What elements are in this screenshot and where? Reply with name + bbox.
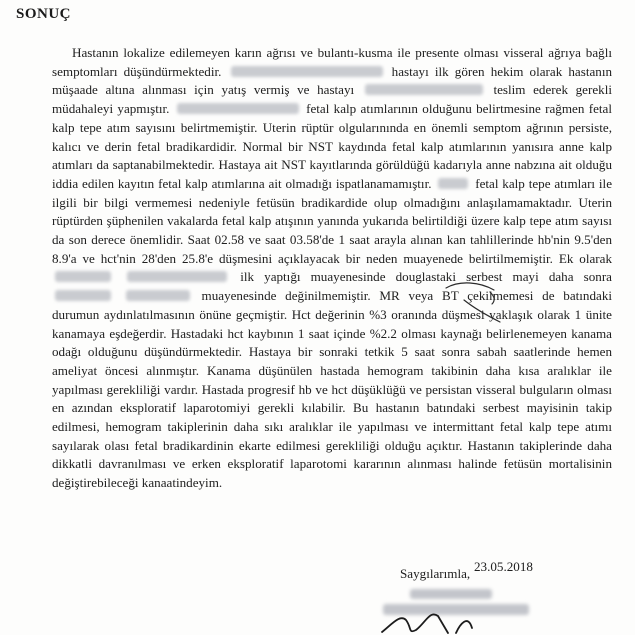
redacted-name	[127, 271, 227, 282]
document-date: 23.05.2018	[474, 559, 533, 574]
closing-salutation: Saygılarımla,	[400, 566, 471, 581]
handwritten-signature	[360, 600, 510, 635]
pen-annotation-mark	[440, 278, 520, 328]
redacted-signatory-title	[410, 589, 492, 599]
sentence-3: teslim ederek gerekli müdahaleyi yapmıştır.	[52, 82, 612, 117]
sentence-7: muayenesinde değinilmemiştir. MR veya BT çekilmemesi de batındaki durumun aydınlatılmasının önüne geçmiştir. Hct değerinin %3 oranında düşmesi yaklaşık olarak 1 ünite kanamaya eşdeğerdir. Hastadaki hct kaybının 1 saat içinde %2.2 olması kaynağı belirlenemeyen kanama odağı olduğunu düşündürmektedir. Hastaya bir sonraki tetkik 5 saat sonra sabah saatlerinde hemen ameliyat öncesi alınmıştır. Kanama düşünülen hastada hemogram takibinin daha kısa aralıklar ile yapılması gerekliliği vardır. Hastada progresif hb ve hct düşüklüğü ve persistan visseral bulguların olması en azından eksploratif laparotomiyi gerekli kılabilir. Bu hastanın batındaki serbest mayisinin takip edilmesi, hemogram takiplerinin daha sıkı aralıklar ile yapılması ve intermittant fetal kalp tepe atımı sayılarak olası fetal bradikardinin ekarte edilmesi gerekliliği olduğu açıktır. Hastanın takiplerinde daha dikkatli davranılması ve erken eksploratif laparotomi kararının alınması halinde fetüsün mortalisinin değiştirebileceği kanaatindeyim.	[52, 288, 613, 491]
sentence-2: hastayı ilk gören hekim olarak hastanın müşaade altına alınması için yatış vermiş ve hastayı	[52, 63, 613, 98]
redacted-name	[55, 271, 111, 282]
section-heading: SONUÇ	[16, 6, 72, 22]
redacted-name	[126, 290, 190, 301]
redacted-name	[177, 103, 299, 114]
redacted-name	[231, 66, 383, 77]
conclusion-paragraph	[52, 44, 612, 493]
sentence-6: ilk yaptığı muayenesinde douglastaki serbest mayi daha sonra	[240, 269, 612, 285]
sentence-5: fetal kalp tepe atımları ile ilgili bir bilgi vermemesi nedeniyle fetüsün bradikardide olup olmadığını anlaşılamamaktadır. Uterin rüptürden şüphenilen vakalarda fetal kalp atışının yanında yukarıda belirtildiği üzere kalp tepe atım sayısı da son derece önemlidir. Saat 02.58 ve saat 03.58'de 1 saat arayla alınan kan tahlillerinde hb'nin 9.5'den 8.9'a ve hct'nin 28'den 25.8'e düşmesini açıklayacak bir neden muayenede belirtilmemiştir. Ek olarak	[52, 175, 613, 266]
redacted-name	[438, 178, 468, 189]
sentence-1: Hastanın lokalize edilemeyen karın ağrısı ve bulantı-kusma ile presente olması visseral ağrıya bağlı semptomları düşündürmektedir.	[52, 45, 612, 79]
redacted-name	[55, 290, 111, 301]
sentence-4: fetal kalp atımlarının olduğunu belirtmesine rağmen fetal kalp tepe atım sayısını belirtmemiştir. Uterin rüptür olgularınında en önemli semptom ağrının persiste, kalıcı ve derin fetal bradikardidir. Normal bir NST kaydında fetal kalp atımlarının yanısıra anne kalp atımları da saptanabilmektedir. Hastaya ait NST kayıtlarında görüldüğü kadarıyla anne nabzına ait olduğu iddia edilen kayıtın fetal kalp atımlarına ait olmadığı ispatlanamamıştır.	[52, 101, 612, 191]
redacted-name	[365, 84, 483, 95]
